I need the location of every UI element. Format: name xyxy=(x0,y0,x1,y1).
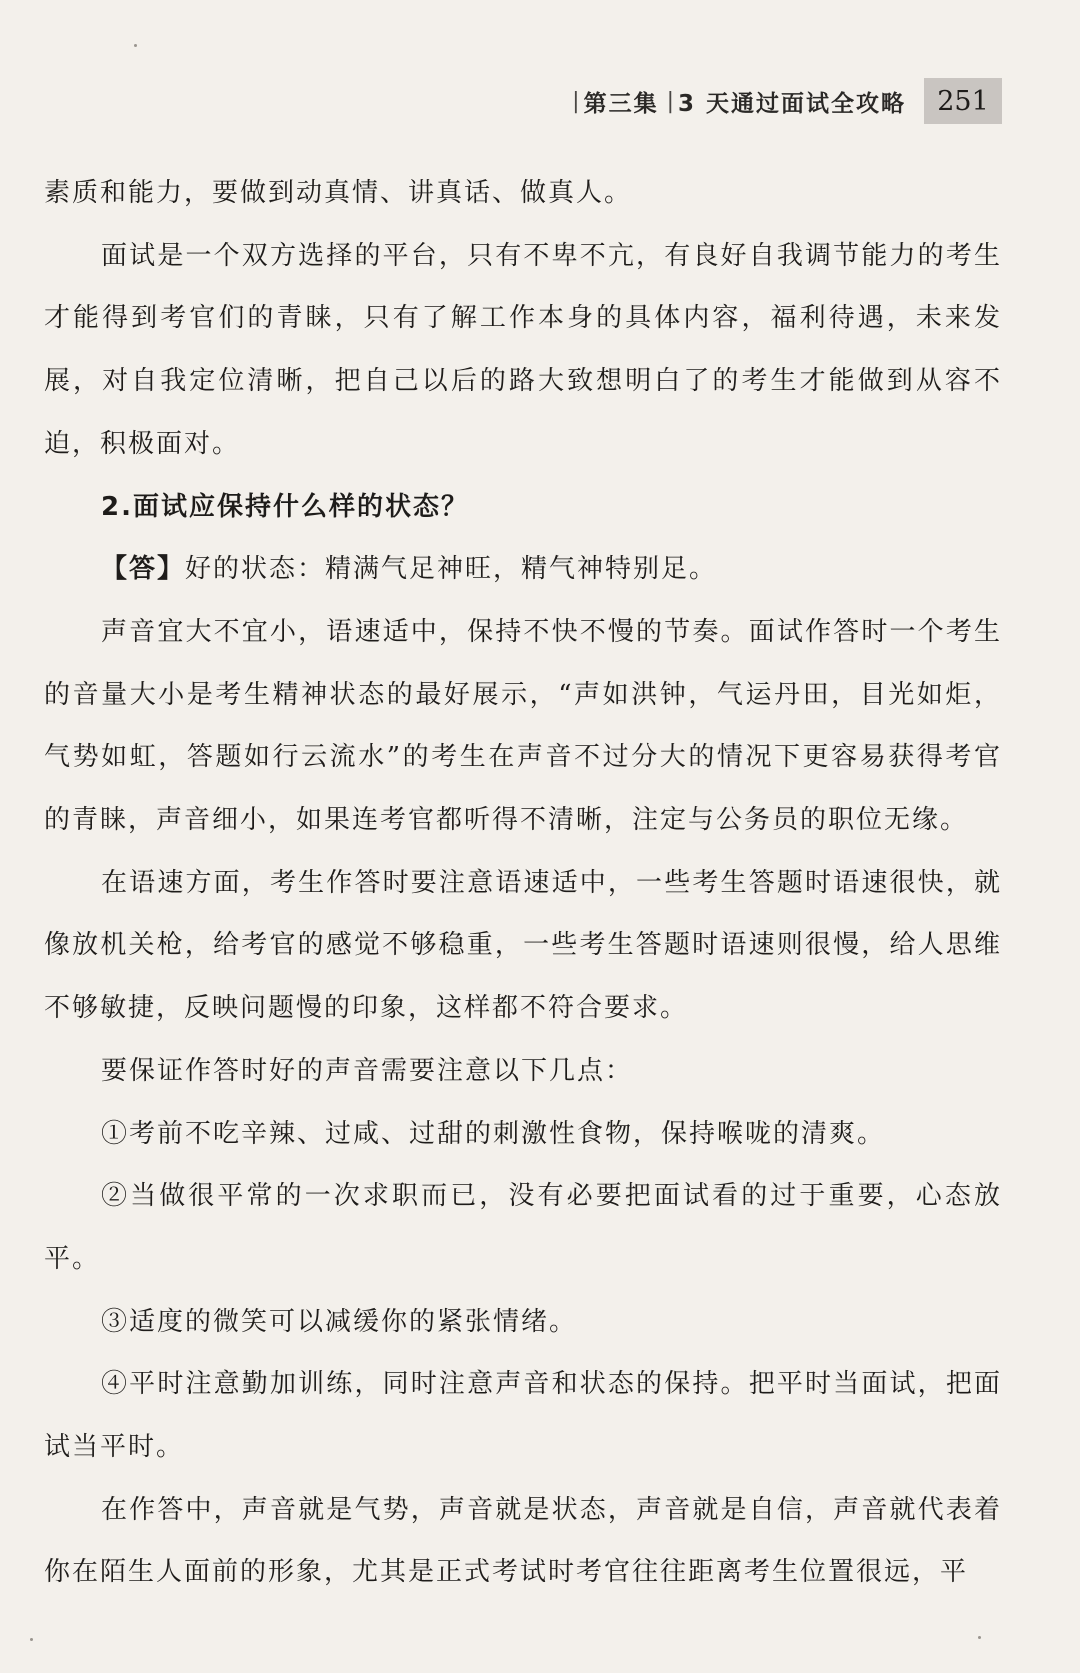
series-label: 第三集 xyxy=(583,90,659,117)
scan-speck xyxy=(978,1636,981,1639)
list-item: ③适度的微笑可以减缓你的紧张情绪。 xyxy=(101,1306,578,1337)
answer-paragraph xyxy=(44,538,1002,601)
header-separator: | xyxy=(666,88,674,114)
scan-speck xyxy=(134,44,137,47)
list-item: ①考前不吃辛辣、过咸、过甜的刺激性食物，保持喉咙的清爽。 xyxy=(101,1118,886,1149)
list-item: ④平时注意勤加训练，同时注意声音和状态的保持。把平时当面试，把面试当平时。 xyxy=(44,1369,1002,1463)
paragraph: 在语速方面，考生作答时要注意语速适中，一些考生答题时语速很快，就像放机关枪，给考官的感觉不够稳重，一些考生答题时语速则很慢，给人思维不够敏捷，反映问题慢的印象，这样都不符合要求。 xyxy=(44,867,1002,1024)
scan-speck xyxy=(30,1638,33,1641)
paragraph: 要保证作答时好的声音需要注意以下几点： xyxy=(101,1055,634,1086)
question-heading: 2.面试应保持什么样的状态？ xyxy=(101,491,469,522)
paragraph: 面试是一个双方选择的平台，只有不卑不亢，有良好自我调节能力的考生才能得到考官们的青睐，只有了解工作本身的具体内容，福利待遇，未来发展，对自我定位清晰，把自己以后的路大致想明白了的考生才能做到从容不迫，积极面对。 xyxy=(44,240,1002,459)
body-text xyxy=(44,162,1002,1604)
answer-text: 好的状态：精满气足神旺，精气神特别足。 xyxy=(185,554,718,585)
paragraph: 在作答中，声音就是气势，声音就是状态，声音就是自信，声音就代表着你在陌生人面前的形象，尤其是正式考试时考官往往距离考生位置很远，平 xyxy=(44,1494,1002,1588)
answer-label: 【答】 xyxy=(101,554,186,585)
book-title: 3 天通过面试全攻略 xyxy=(677,90,906,117)
paragraph: 素质和能力，要做到动真情、讲真话、做真人。 xyxy=(44,178,633,208)
paragraph: 声音宜大不宜小，语速适中，保持不快不慢的节奏。面试作答时一个考生的音量大小是考生精神状态的最好展示，“声如洪钟，气运丹田，目光如炬，气势如虹，答题如行云流水”的考生在声音不过分大的情况下更容易获得考官的青睐，声音细小，如果连考官都听得不清晰，注定与公务员的职位无缘。 xyxy=(44,616,1002,836)
page-number: 251 xyxy=(924,78,1002,124)
running-header xyxy=(568,78,1002,124)
list-item: ②当做很平常的一次求职而已，没有必要把面试看的过于重要，心态放平。 xyxy=(44,1181,1002,1274)
header-separator: | xyxy=(572,88,580,114)
